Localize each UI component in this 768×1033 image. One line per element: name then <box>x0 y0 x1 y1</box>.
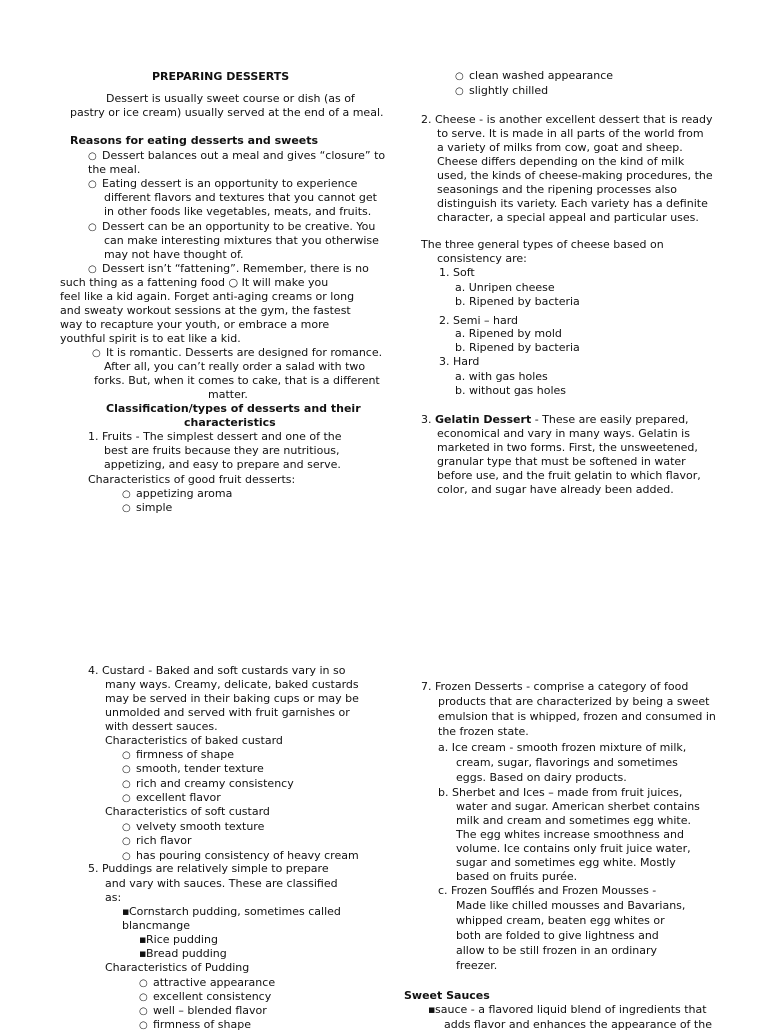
fruits-paragraph: best are fruits because they are nutritious, <box>104 444 340 457</box>
reason-item-cont: feel like a kid again. Forget anti-aging creams or long <box>60 290 355 303</box>
pudding-characteristic: ○ attractive appearance <box>139 976 275 991</box>
classification-heading: characteristics <box>184 416 276 429</box>
puddings-paragraph: 5. Puddings are relatively simple to prepare <box>88 862 329 875</box>
reason-item-cont: in other foods like vegetables, meats, and fruits. <box>104 205 372 218</box>
reason-item-cont: After all, you can’t really order a salad with two <box>104 360 366 373</box>
sweet-sauces-heading: Sweet Sauces <box>404 989 490 1002</box>
cheese-paragraph: 2. Cheese - is another excellent dessert that is ready <box>421 113 713 126</box>
gelatin-paragraph: marketed in two forms. First, the unsweetened, <box>437 441 698 454</box>
cheese-paragraph: Cheese differs depending on the kind of milk <box>437 155 685 168</box>
sauce-item: ▪ sauce - a flavored liquid blend of ingredients that <box>428 1003 707 1017</box>
fruit-characteristic: ○ clean washed appearance <box>455 69 613 84</box>
fruit-characteristic: ○ simple <box>122 501 172 516</box>
souffle-item-cont: whipped cream, beaten egg whites or <box>456 914 665 927</box>
cheese-subtype: b. without gas holes <box>455 384 567 397</box>
reason-item: ○ It is romantic. Desserts are designed for romance. <box>92 346 382 361</box>
reason-item: ○ Dessert isn’t “fattening”. Remember, there is no <box>88 262 369 277</box>
custard-paragraph: many ways. Creamy, delicate, baked custards <box>105 678 359 691</box>
ice-cream-item: a. Ice cream - smooth frozen mixture of milk, <box>438 741 687 754</box>
document-title: PREPARING DESSERTS <box>152 70 290 83</box>
cheese-paragraph: character, a special appeal and particular uses. <box>437 211 699 224</box>
reason-item-cont: way to recapture your youth, or embrace a more <box>60 318 330 331</box>
cheese-types-intro: The three general types of cheese based on <box>421 238 664 251</box>
gelatin-paragraph: granular type that must be softened in water <box>437 455 686 468</box>
cheese-paragraph: a variety of milks from cow, goat and sheep. <box>437 141 683 154</box>
reason-item: ○ Eating dessert is an opportunity to experience <box>88 177 357 192</box>
sherbet-item-cont: The egg whites increase smoothness and <box>456 828 684 841</box>
custard-paragraph: 4. Custard - Baked and soft custards vary in so <box>88 664 346 677</box>
gelatin-paragraph: economical and vary in many ways. Gelatin is <box>437 427 690 440</box>
puddings-paragraph: as: <box>105 891 122 904</box>
cheese-types-intro: consistency are: <box>437 252 527 265</box>
soft-custard-item: ○ velvety smooth texture <box>122 820 264 835</box>
cheese-paragraph: distinguish its variety. Each variety has a definite <box>437 197 708 210</box>
fruit-characteristic: ○ slightly chilled <box>455 84 548 99</box>
ice-cream-item-cont: eggs. Based on dairy products. <box>456 771 627 784</box>
sherbet-item-cont: based on fruits purée. <box>456 870 578 883</box>
souffle-item-cont: both are folded to give lightness and <box>456 929 659 942</box>
sherbet-item-cont: milk and cream and sometimes egg white. <box>456 814 691 827</box>
gelatin-heading: Gelatin Dessert <box>435 413 532 426</box>
cheese-paragraph: used, the kinds of cheese-making procedures, the <box>437 169 713 182</box>
fruits-paragraph: appetizing, and easy to prepare and serve. <box>104 458 341 471</box>
gelatin-paragraph: before use, and the fruit gelatin to which flavor, <box>437 469 701 482</box>
cheese-subtype: b. Ripened by bacteria <box>455 295 580 308</box>
custard-paragraph: unmolded and served with fruit garnishes or <box>105 706 350 719</box>
cheese-subtype: a. Ripened by mold <box>455 327 562 340</box>
ice-cream-item-cont: cream, sugar, flavorings and sometimes <box>456 756 678 769</box>
frozen-desserts-paragraph: emulsion that is whipped, frozen and consumed in <box>438 710 716 723</box>
reason-item-cont: matter. <box>208 388 248 401</box>
soft-custard-item: ○ has pouring consistency of heavy cream <box>122 849 359 864</box>
soft-custard-item: ○ rich flavor <box>122 834 192 849</box>
frozen-desserts-paragraph: 7. Frozen Desserts - comprise a category of food <box>421 680 689 693</box>
reason-item: ○ Dessert balances out a meal and gives “closure” to <box>88 149 385 164</box>
fruits-paragraph: 1. Fruits - The simplest dessert and one of the <box>88 430 342 443</box>
cheese-subtype: b. Ripened by bacteria <box>455 341 580 354</box>
frozen-desserts-paragraph: products that are characterized by being a sweet <box>438 695 710 708</box>
cheese-paragraph: to serve. It is made in all parts of the world from <box>437 127 704 140</box>
puddings-paragraph: and vary with sauces. These are classified <box>105 877 338 890</box>
cheese-paragraph: seasonings and the ripening processes also <box>437 183 677 196</box>
pudding-type-cont: blancmange <box>122 919 190 932</box>
reason-item-cont: youthful spirit is to eat like a kid. <box>60 332 241 345</box>
pudding-type: ▪ Bread pudding <box>139 947 227 961</box>
souffle-item-cont: Made like chilled mousses and Bavarians, <box>456 899 686 912</box>
sherbet-item-cont: volume. Ice contains only fruit juice water, <box>456 842 691 855</box>
soft-custard-heading: Characteristics of soft custard <box>105 805 270 818</box>
custard-paragraph: may be served in their baking cups or may be <box>105 692 359 705</box>
reason-item-cont: may not have thought of. <box>104 248 244 261</box>
reason-item-cont: and sweaty workout sessions at the gym, the fastest <box>60 304 351 317</box>
gelatin-text: - These are easily prepared, <box>531 413 689 426</box>
reason-item-cont: can make interesting mixtures that you otherwise <box>104 234 379 247</box>
reason-item-cont: forks. But, when it comes to cake, that is a different <box>94 374 380 387</box>
intro-line: Dessert is usually sweet course or dish (as of <box>106 92 355 105</box>
pudding-characteristic: ○ firmness of shape <box>139 1018 251 1033</box>
pudding-characteristic: ○ excellent consistency <box>139 990 271 1005</box>
gelatin-first-line <box>421 413 689 427</box>
pudding-type: ▪ Cornstarch pudding, sometimes called <box>122 905 341 919</box>
fruit-characteristic: ○ appetizing aroma <box>122 487 232 502</box>
sauce-item-cont: adds flavor and enhances the appearance of the <box>444 1018 712 1031</box>
custard-paragraph: with dessert sauces. <box>105 720 218 733</box>
reason-item-cont: different flavors and textures that you cannot get <box>104 191 377 204</box>
souffle-item-cont: allow to be still frozen in an ordinary <box>456 944 658 957</box>
cheese-type-hard: 3. Hard <box>439 355 480 368</box>
pudding-type: ▪ Rice pudding <box>139 933 218 947</box>
reason-item: ○ Dessert can be an opportunity to be creative. You <box>88 220 375 235</box>
gelatin-paragraph: color, and sugar have already been added. <box>437 483 674 496</box>
baked-custard-item: ○ rich and creamy consistency <box>122 777 294 792</box>
fruit-characteristics-heading: Characteristics of good fruit desserts: <box>88 473 296 486</box>
baked-custard-item: ○ smooth, tender texture <box>122 762 264 777</box>
sherbet-item-cont: sugar and sometimes egg white. Mostly <box>456 856 676 869</box>
baked-custard-item: ○ excellent flavor <box>122 791 221 806</box>
cheese-type-semi-hard: 2. Semi – hard <box>439 314 519 327</box>
souffle-item-cont: freezer. <box>456 959 498 972</box>
gelatin-number: 3. <box>421 413 435 426</box>
cheese-type-soft: 1. Soft <box>439 266 475 279</box>
classification-heading: Classification/types of desserts and their <box>106 402 361 415</box>
reason-item-cont: such thing as a fattening food ○ It will make you <box>60 276 329 289</box>
baked-custard-heading: Characteristics of baked custard <box>105 734 283 747</box>
souffle-item: c. Frozen Soufflés and Frozen Mousses - <box>438 884 657 897</box>
reason-item-cont: the meal. <box>88 163 141 176</box>
reasons-heading: Reasons for eating desserts and sweets <box>70 134 319 147</box>
baked-custard-item: ○ firmness of shape <box>122 748 234 763</box>
pudding-characteristic: ○ well – blended flavor <box>139 1004 267 1019</box>
intro-line: pastry or ice cream) usually served at the end of a meal. <box>70 106 384 119</box>
sherbet-item: b. Sherbet and Ices – made from fruit juices, <box>438 786 683 799</box>
cheese-subtype: a. with gas holes <box>455 370 548 383</box>
frozen-desserts-paragraph: the frozen state. <box>438 725 529 738</box>
sherbet-item-cont: water and sugar. American sherbet contains <box>456 800 700 813</box>
pudding-characteristics-heading: Characteristics of Pudding <box>105 961 250 974</box>
cheese-subtype: a. Unripen cheese <box>455 281 555 294</box>
